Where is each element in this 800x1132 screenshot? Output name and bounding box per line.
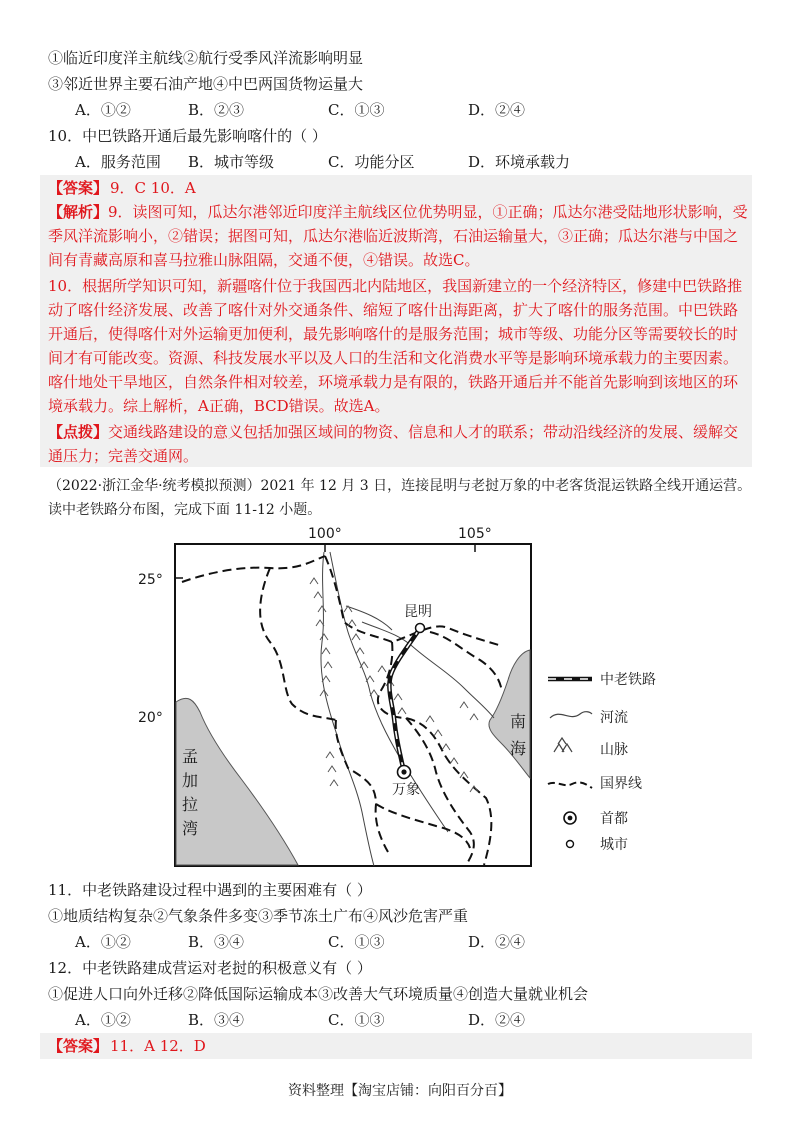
bay-label-3: 拉	[182, 795, 199, 814]
q10-choice-b: B．城市等级	[188, 153, 275, 171]
analysis-q9-text: 9．读图可知，瓜达尔港邻近印度洋主航线区位优势明显，①正确；瓜达尔港受陆地形状影响，受季风洋流影响小，②错误；据图可知，瓜达尔港临近波斯湾，石油运输量大，③正确；瓜达尔港与中国之间有青藏高原和喜马拉雅山脉阻隔，交通不便，④错误。故选C。	[48, 203, 748, 269]
intro-text: （2022·浙江金华·统考模拟预测）2021 年 12 月 3 日，连接昆明与老挝万象的中老客货混运铁路全线开通运营。读中老铁路分布图，完成下面 11-12 小题。	[48, 478, 752, 518]
q10-choice-a: A．服务范围	[75, 153, 161, 171]
answer1-tag: 【答案】	[48, 179, 109, 197]
border-legend-icon	[548, 782, 592, 788]
q12-options: ①促进人口向外迁移②降低国际运输成本③改善大气环境质量④创造大量就业机会	[48, 985, 589, 1003]
kunming-label: 昆明	[404, 604, 432, 620]
legend-river: 河流	[600, 710, 628, 726]
q10-stem: 10．中巴铁路开通后最先影响喀什的（ ）	[48, 127, 327, 145]
q12-choice-a: A．①②	[75, 1011, 131, 1029]
q10-choice-c: C．功能分区	[328, 153, 415, 171]
q11-choice-b: B．③④	[188, 933, 245, 951]
river-legend-icon	[550, 712, 592, 718]
q11-options: ①地质结构复杂②气象条件多变③季节冻土广布④风沙危害严重	[48, 907, 469, 925]
q10-choice-d: D．环境承载力	[468, 153, 571, 171]
analysis-q9	[48, 200, 748, 272]
bay-label-4: 湾	[182, 819, 199, 838]
legend-capital: 首都	[600, 811, 628, 827]
lon-100-label: 100°	[308, 526, 342, 542]
legend-border: 国界线	[600, 776, 642, 792]
south-sea-label-2: 海	[510, 739, 527, 758]
q12-choice-c: C．①③	[328, 1011, 385, 1029]
tip	[48, 420, 748, 468]
q12-choice-d: D．②④	[468, 1011, 526, 1029]
south-sea-label-1: 南	[510, 712, 527, 731]
q9-choice-b: B．②③	[188, 101, 245, 119]
answer2-text: 11．A 12．D	[110, 1037, 206, 1055]
q9-choice-c: C．①③	[328, 101, 385, 119]
mountain-legend-icon	[554, 738, 572, 752]
vientiane-label: 万象	[392, 782, 420, 798]
legend-city: 城市	[600, 837, 628, 853]
q9-choice-a: A．①②	[75, 101, 131, 119]
china-laos-railway-map	[130, 522, 690, 872]
bay-label-1: 孟	[182, 747, 199, 766]
q9-options-line1: ①临近印度洋主航线②航行受季风洋流影响明显	[48, 49, 364, 67]
legend-mountain: 山脉	[600, 742, 628, 758]
answer1-text: 9．C 10．A	[110, 179, 196, 197]
legend-railway: 中老铁路	[600, 672, 656, 688]
q9-choice-d: D．②④	[468, 101, 526, 119]
q12-stem: 12．中老铁路建成营运对老挝的积极意义有（ ）	[48, 959, 372, 977]
kunming-city-icon	[416, 624, 425, 633]
q11-choice-a: A．①②	[75, 933, 131, 951]
city-legend-icon	[567, 841, 574, 848]
analysis-tag: 【解析】	[48, 203, 109, 221]
analysis-q10: 10．根据所学知识可知，新疆喀什位于我国西北内陆地区，我国新建立的一个经济特区，修建中巴铁路推动了喀什经济发展、改善了喀什对外交通条件、缩短了喀什出海距离，扩大了喀什的服务范围。中巴铁路开通后，使得喀什对外运输更加便利，最先影响喀什的是服务范围；城市等级、功能分区等需要较长的时间才有可能改变。资源、科技发展水平以及人口的生活和文化消费水平等是影响环境承载力的主要因素。喀什地处干旱地区，自然条件相对较差，环境承载力是有限的，铁路开通后并不能首先影响到该地区的环境承载力。综上解析，A正确，BCD错误。故选A。	[48, 277, 743, 415]
answer2-tag: 【答案】	[48, 1037, 109, 1055]
tip-tag: 【点拨】	[48, 423, 109, 441]
q11-stem: 11．中老铁路建设过程中遇到的主要困难有（ ）	[48, 881, 372, 899]
page-footer: 资料整理【淘宝店铺：向阳百分百】	[288, 1083, 512, 1099]
lon-105-label: 105°	[458, 526, 492, 542]
map-legend	[548, 671, 656, 853]
q12-choice-b: B．③④	[188, 1011, 245, 1029]
bay-label-2: 加	[182, 771, 199, 790]
q11-choice-c: C．①③	[328, 933, 385, 951]
q9-options-line2: ③邻近世界主要石油产地④中巴两国货物运量大	[48, 75, 364, 93]
q11-choice-d: D．②④	[468, 933, 526, 951]
lat-20-label: 20°	[138, 710, 163, 726]
lat-25-label: 25°	[138, 572, 163, 588]
tip-text: 交通线路建设的意义包括加强区域间的物资、信息和人才的联系；带动沿线经济的发展、缓解交通压力；完善交通网。	[48, 423, 739, 465]
